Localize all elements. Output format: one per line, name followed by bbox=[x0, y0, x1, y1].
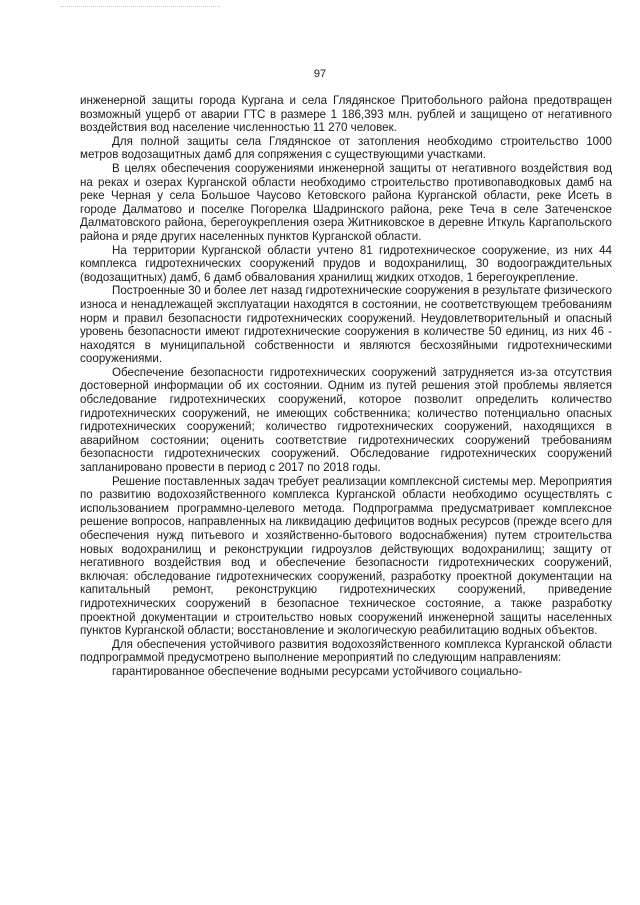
paragraph-6: Обеспечение безопасности гидротехнических сооружений затрудняется из-за отсутствия достоверной информации об их состоянии. Одним из путей решения этой проблемы является обследование гидротехнических сооружений, которое позволит определить количество гидротехнических сооружений, не имеющих собственника; количество потенциально опасных гидротехнических сооружений; количество гидротехнических сооружений, находящихся в аварийном состоянии; оценить соответствие гидротехнических сооружений требованиям безопасности гидротехнических сооружений. Обследование гидротехнических сооружений запланировано провести в период с 2017 по 2018 годы. bbox=[80, 365, 612, 475]
paragraph-3: В целях обеспечения сооружениями инженерной защиты от негативного воздействия вод на реках и озерах Курганской области необходимо строительство противопаводковых дамб на реке Черная у села Большое Чаусово Кетовского района Курганской области, реке Исеть в городе Далматово и поселке Погорелка Шадринского района, реке Теча в селе Затеченское Далматовского района, берегоукрепления озера Житниковское в деревне Иткуль Каргапольского района и ряде других населенных пунктов Курганской области. bbox=[80, 161, 612, 243]
paragraph-1: инженерной защиты города Кургана и села Глядянское Притобольного района предотвращен возможный ущерб от аварии ГТС в размере 1 186,393 млн. рублей и защищено от негативного воздействия вод население численностью 11 270 человек. bbox=[80, 94, 612, 135]
paragraph-8: Для обеспечения устойчивого развития водохозяйственного комплекса Курганской области подпрограммой предусмотрено выполнение мероприятий по следующим направлениям: bbox=[80, 637, 612, 665]
scan-artifact bbox=[60, 6, 220, 8]
page-number: 97 bbox=[313, 68, 327, 80]
paragraph-9: гарантированное обеспечение водными ресурсами устойчивого социально- bbox=[112, 664, 523, 678]
paragraph-7: Решение поставленных задач требует реализации комплексной системы мер. Мероприятия по развитию водохозяйственного комплекса Курганской области необходимо осуществлять с использованием программно-целевого метода. Подпрограмма предусматривает комплексное решение вопросов, направленных на ликвидацию дефицитов водных ресурсов (прежде всего для обеспечения нужд питьевого и хозяйственно-бытового водоснабжения) путем строительства новых водохранилищ и реконструкции гидроузлов действующих водохранилищ; защиту от негативного воздействия вод и обеспечение безопасности гидротехнических сооружений, включая: обследование гидротехнических сооружений, разработку проектной документации на капитальный ремонт, реконструкцию гидротехнических сооружений, приведение гидротехнических сооружений в безопасное техническое состояние, а также разработку проектной документации и строительство новых сооружений инженерной защиты населенных пунктов Курганской области; восстановление и экологическую реабилитацию водных объектов. bbox=[80, 474, 612, 638]
paragraph-4: На территории Курганской области учтено 81 гидротехническое сооружение, из них 44 комплекса гидротехнических сооружений прудов и водохранилищ, 30 водоограждительных (водозащитных) дамб, 6 дамб обвалования хранилищ жидких отходов, 1 берегоукрепление. bbox=[80, 243, 612, 284]
document-body bbox=[80, 94, 612, 679]
paragraph-5: Построенные 30 и более лет назад гидротехнические сооружения в результате физического износа и ненадлежащей эксплуатации находятся в состоянии, не соответствующем требованиям норм и правил безопасности гидротехнических сооружений. Неудовлетворительный и опасный уровень безопасности имеют гидротехнические сооружения в количестве 50 единиц, из них 46 - находятся в муниципальной собственности и являются бесхозяйными гидротехническими сооружениями. bbox=[80, 284, 612, 366]
paragraph-2: Для полной защиты села Глядянское от затопления необходимо строительство 1000 метров водозащитных дамб для сопряжения с существующими участками. bbox=[80, 134, 612, 162]
